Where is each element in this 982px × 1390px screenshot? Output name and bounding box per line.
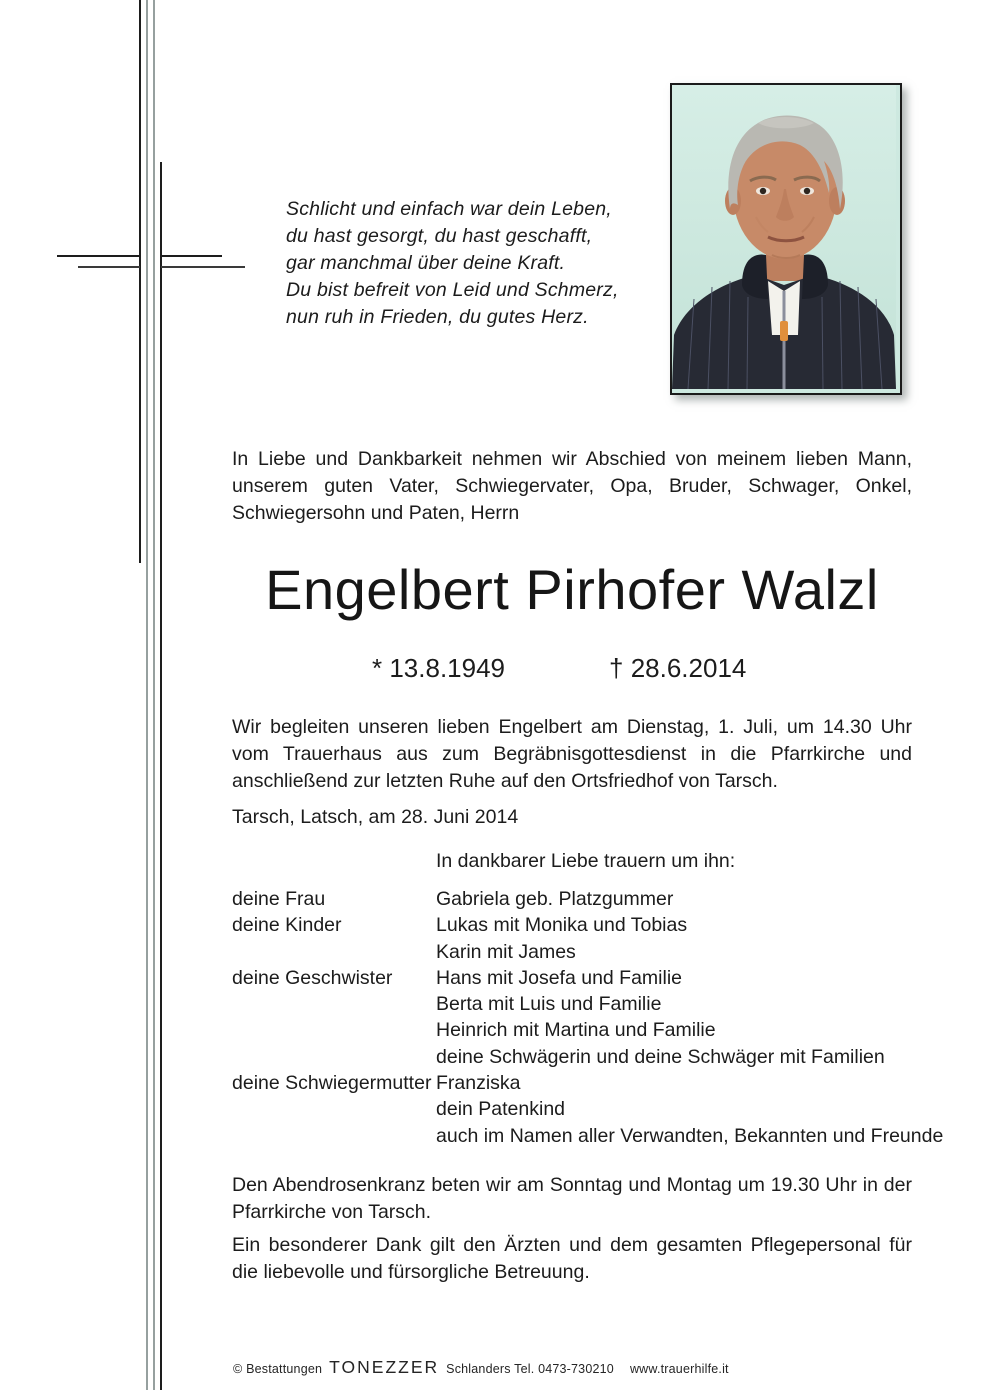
poem-line: du hast gesorgt, du hast geschafft, [286, 225, 593, 247]
mourner-row [232, 1123, 944, 1149]
place-date-line: Tarsch, Latsch, am 28. Juni 2014 [232, 806, 519, 828]
footer-prefix: © Bestattungen [233, 1362, 323, 1376]
life-dates [232, 653, 912, 683]
birth-date: * 13.8.1949 [372, 653, 506, 683]
mourner-names: Karin mit James [436, 940, 576, 963]
deceased-portrait-photo [670, 83, 902, 395]
portrait-illustration [672, 85, 896, 389]
footer-contact: Schlanders Tel. 0473-730210 [446, 1362, 614, 1376]
poem-line: Du bist befreit von Leid und Schmerz, [286, 279, 619, 301]
mourner-row [232, 939, 912, 965]
mourner-relation [232, 939, 436, 965]
mourner-relation [232, 1096, 436, 1122]
death-date: † 28.6.2014 [609, 653, 747, 683]
mourner-names: Heinrich mit Martina und Familie [436, 1019, 716, 1042]
funeral-home-footer [233, 1357, 729, 1378]
cross-horizontal-upper-left [57, 255, 140, 257]
cross-black-vertical-left [139, 0, 141, 563]
cross-horizontal-lower-right [161, 266, 245, 268]
mourner-relation: deine Kinder [232, 914, 342, 937]
mourner-names: Berta mit Luis und Familie [436, 993, 662, 1016]
mourner-row [232, 886, 912, 912]
funeral-home-brand: TONEZZER [329, 1357, 440, 1377]
cross-horizontal-upper-right [161, 255, 222, 257]
mourner-names: Lukas mit Monika und Tobias [436, 914, 688, 937]
cross-black-vertical-right [160, 162, 162, 1390]
thanks-paragraph: Ein besonderer Dank gilt den Ärzten und dem gesamten Pflegepersonal für die liebevolle und fürsorgliche Betreuung. [232, 1234, 912, 1283]
mourner-row [232, 912, 912, 938]
mourner-relation: deine Geschwister [232, 966, 393, 989]
footer-website: www.trauerhilfe.it [629, 1362, 729, 1376]
mourner-names: deine Schwägerin und deine Schwäger mit Familien [436, 1045, 885, 1068]
mourner-row [232, 1017, 912, 1043]
mourner-row [232, 1044, 912, 1070]
mourner-row [232, 991, 912, 1017]
poem-line: gar manchmal über deine Kraft. [286, 252, 566, 274]
deceased-name: Engelbert Pirhofer Walzl [265, 558, 879, 621]
cross-gray-vertical [146, 0, 155, 1390]
mourner-relation: deine Schwiegermutter [232, 1072, 432, 1095]
intro-paragraph: In Liebe und Dankbarkeit nehmen wir Abschied von meinem lieben Mann, unserem guten Vater, Schwiegervater, Opa, Bruder, Schwager, Onkel, Schwiegersohn und Paten, Herrn [232, 448, 912, 524]
mourner-row [232, 1096, 912, 1122]
mourning-intro: In dankbarer Liebe trauern um ihn: [436, 850, 736, 872]
mourner-names: Hans mit Josefa und Familie [436, 966, 683, 989]
mourner-relation [232, 1123, 436, 1149]
mourner-relation: deine Frau [232, 888, 326, 910]
mourners-list [232, 886, 944, 1149]
poem-line: Schlicht und einfach war dein Leben, [286, 198, 612, 220]
rosary-paragraph: Den Abendrosenkranz beten wir am Sonntag und Montag um 19.30 Uhr in der Pfarrkirche von Tarsch. [232, 1174, 912, 1223]
poem-line: nun ruh in Frieden, du gutes Herz. [286, 306, 589, 328]
mourner-row [232, 1070, 912, 1096]
mourner-names: dein Patenkind [436, 1098, 566, 1121]
mourner-relation [232, 1044, 436, 1070]
funeral-paragraph: Wir begleiten unseren lieben Engelbert am Dienstag, 1. Juli, um 14.30 Uhr vom Trauerhaus aus zum Begräbnisgottesdienst in die Pfarrkirche und anschließend zur letzten Ruhe auf den Ortsfriedhof von Tarsch. [232, 716, 912, 792]
mourner-row [232, 965, 912, 991]
cross-horizontal-lower-left [78, 266, 140, 268]
mourner-names: Franziska [436, 1072, 521, 1095]
mourner-names: Gabriela geb. Platzgummer [436, 888, 674, 910]
mourner-relation [232, 1017, 436, 1043]
mourner-relation [232, 991, 436, 1017]
memorial-poem [286, 196, 619, 331]
mourner-names: auch im Namen aller Verwandten, Bekannten und Freunde [436, 1124, 944, 1147]
